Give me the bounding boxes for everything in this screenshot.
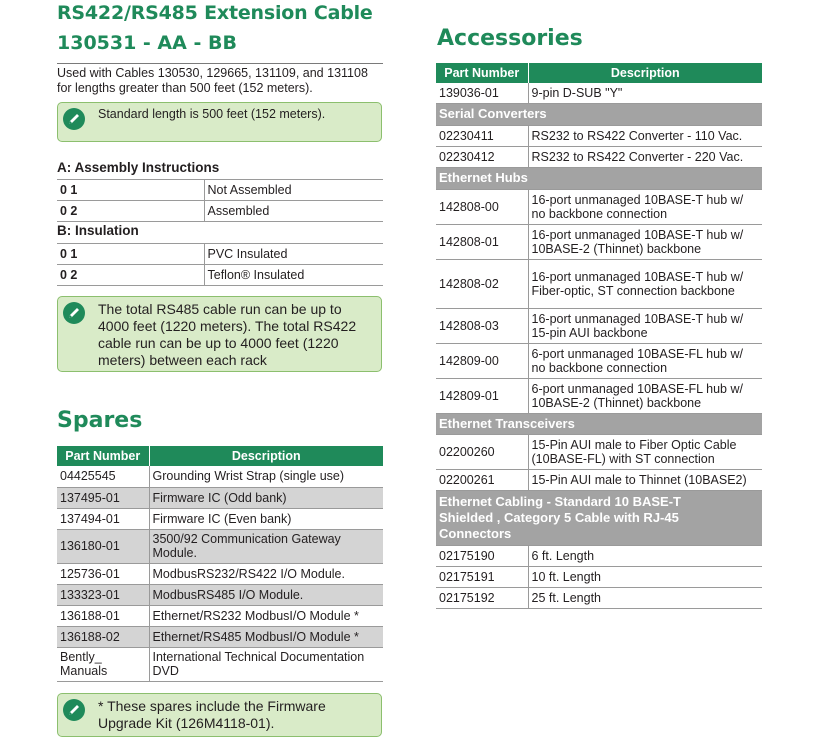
description: International Technical Documentation DVD [149,647,383,681]
description: Ethernet/RS232 ModbusI/O Module * [149,605,383,626]
table-row [436,378,762,413]
description: 25 ft. Length [528,587,762,608]
part-number: 02200261 [436,469,528,490]
part-number: 137495-01 [57,487,149,508]
table-row [57,466,383,487]
insulation-heading: B: Insulation [57,223,139,238]
part-number: 04425545 [57,466,149,487]
table-row [436,125,762,146]
table-row [57,508,383,529]
option-desc: Not Assembled [204,180,383,201]
table-row [57,487,383,508]
option-code: 0 1 [57,244,204,265]
description: 16-port unmanaged 10BASE-T hub w/ 15-pin AUI backbone [528,308,762,343]
page-title: RS422/RS485 Extension Cable [57,2,373,24]
table-row [436,469,762,490]
description: 16-port unmanaged 10BASE-T hub w/ 10BASE-2 (Thinnet) backbone [528,224,762,259]
description: 16-port unmanaged 10BASE-T hub w/ no backbone connection [528,189,762,224]
description: RS232 to RS422 Converter - 110 Vac. [528,125,762,146]
col-part-number: Part Number [57,446,149,466]
note-spares [57,693,382,737]
table-row [436,83,762,103]
table-row [57,265,383,286]
col-description: Description [149,446,383,466]
col-description: Description [528,63,762,83]
table-row [57,244,383,265]
description: 16-port unmanaged 10BASE-T hub w/ Fiber-optic, ST connection backbone [528,259,762,308]
description: Firmware IC (Even bank) [149,508,383,529]
part-number: 02175191 [436,566,528,587]
option-code: 0 1 [57,180,204,201]
description: 9-pin D-SUB "Y" [528,83,762,103]
part-number: 02175190 [436,545,528,566]
note-spares-text: * These spares include the Firmware Upgrade Kit (126M4118-01). [98,698,326,731]
accessories-heading: Accessories [437,26,583,51]
pencil-note-icon [63,302,85,324]
note-cable-run-text: The total RS485 cable run can be up to 4000 feet (1220 meters). The total RS422 cable run can be up to 4000 feet (1220 meters) between each rack [98,301,357,368]
part-number: 142809-00 [436,343,528,378]
table-row [57,529,383,563]
part-number: 136188-01 [57,605,149,626]
description: Firmware IC (Odd bank) [149,487,383,508]
category-serial-converters: Serial Converters [436,103,762,125]
description: RS232 to RS422 Converter - 220 Vac. [528,146,762,167]
table-row [57,626,383,647]
table-header [436,63,762,83]
option-desc: PVC Insulated [204,244,383,265]
part-number: 142808-00 [436,189,528,224]
description: 3500/92 Communication Gateway Module. [149,529,383,563]
table-row [436,308,762,343]
note-standard-length [57,102,382,142]
table-row [57,201,383,222]
part-number: 133323-01 [57,584,149,605]
description: 15-Pin AUI male to Fiber Optic Cable (10BASE-FL) with ST connection [528,434,762,469]
table-row [436,189,762,224]
table-row [57,605,383,626]
part-number: 125736-01 [57,563,149,584]
description: 6 ft. Length [528,545,762,566]
description: 6-port unmanaged 10BASE-FL hub w/ no backbone connection [528,343,762,378]
table-row [436,434,762,469]
part-number: 02175192 [436,587,528,608]
note-cable-run [57,296,382,372]
part-number: 02230412 [436,146,528,167]
part-number: 142809-01 [436,378,528,413]
table-row [57,647,383,681]
assembly-heading: A: Assembly Instructions [57,160,220,175]
spares-heading: Spares [57,408,143,433]
table-row [436,545,762,566]
table-row [57,584,383,605]
part-number: 136188-02 [57,626,149,647]
description: 15-Pin AUI male to Thinnet (10BASE2) [528,469,762,490]
part-number-title: 130531 - AA - BB [57,32,237,54]
table-row [436,146,762,167]
category-row [436,167,762,189]
description: 6-port unmanaged 10BASE-FL hub w/ 10BASE-2 (Thinnet) backbone [528,378,762,413]
insulation-table [57,243,383,286]
part-number: 139036-01 [436,83,528,103]
category-row [436,103,762,125]
option-desc: Teflon® Insulated [204,265,383,286]
table-row [57,563,383,584]
part-number: 142808-01 [436,224,528,259]
option-code: 0 2 [57,265,204,286]
category-ethernet-hubs: Ethernet Hubs [436,167,762,189]
description: Grounding Wrist Strap (single use) [149,466,383,487]
col-part-number: Part Number [436,63,528,83]
table-row [436,224,762,259]
part-number: 142808-03 [436,308,528,343]
pencil-note-icon [63,699,85,721]
part-number: 136180-01 [57,529,149,563]
part-number: 02230411 [436,125,528,146]
spares-table [57,446,383,682]
part-number: 137494-01 [57,508,149,529]
table-row [436,587,762,608]
description: Ethernet/RS485 ModbusI/O Module * [149,626,383,647]
category-ethernet-cabling: Ethernet Cabling - Standard 10 BASE-T Shielded , Category 5 Cable with RJ-45 Connectors [436,490,762,545]
option-desc: Assembled [204,201,383,222]
option-code: 0 2 [57,201,204,222]
part-number: 02200260 [436,434,528,469]
table-row [436,566,762,587]
part-number: 142808-02 [436,259,528,308]
accessories-table [436,63,762,609]
description: ModbusRS485 I/O Module. [149,584,383,605]
table-row [57,180,383,201]
description: 10 ft. Length [528,566,762,587]
table-header [57,446,383,466]
part-number: Bently_ Manuals [57,647,149,681]
category-row [436,490,762,545]
description: ModbusRS232/RS422 I/O Module. [149,563,383,584]
table-row [436,343,762,378]
pencil-note-icon [63,108,85,130]
category-row [436,413,762,434]
assembly-table [57,179,383,222]
table-row [436,259,762,308]
note-standard-length-text: Standard length is 500 feet (152 meters). [98,107,326,121]
category-ethernet-transceivers: Ethernet Transceivers [436,413,762,434]
intro-text: Used with Cables 130530, 129665, 131109, and 131108 for lengths greater than 500 feet (152 meters). [57,63,383,96]
